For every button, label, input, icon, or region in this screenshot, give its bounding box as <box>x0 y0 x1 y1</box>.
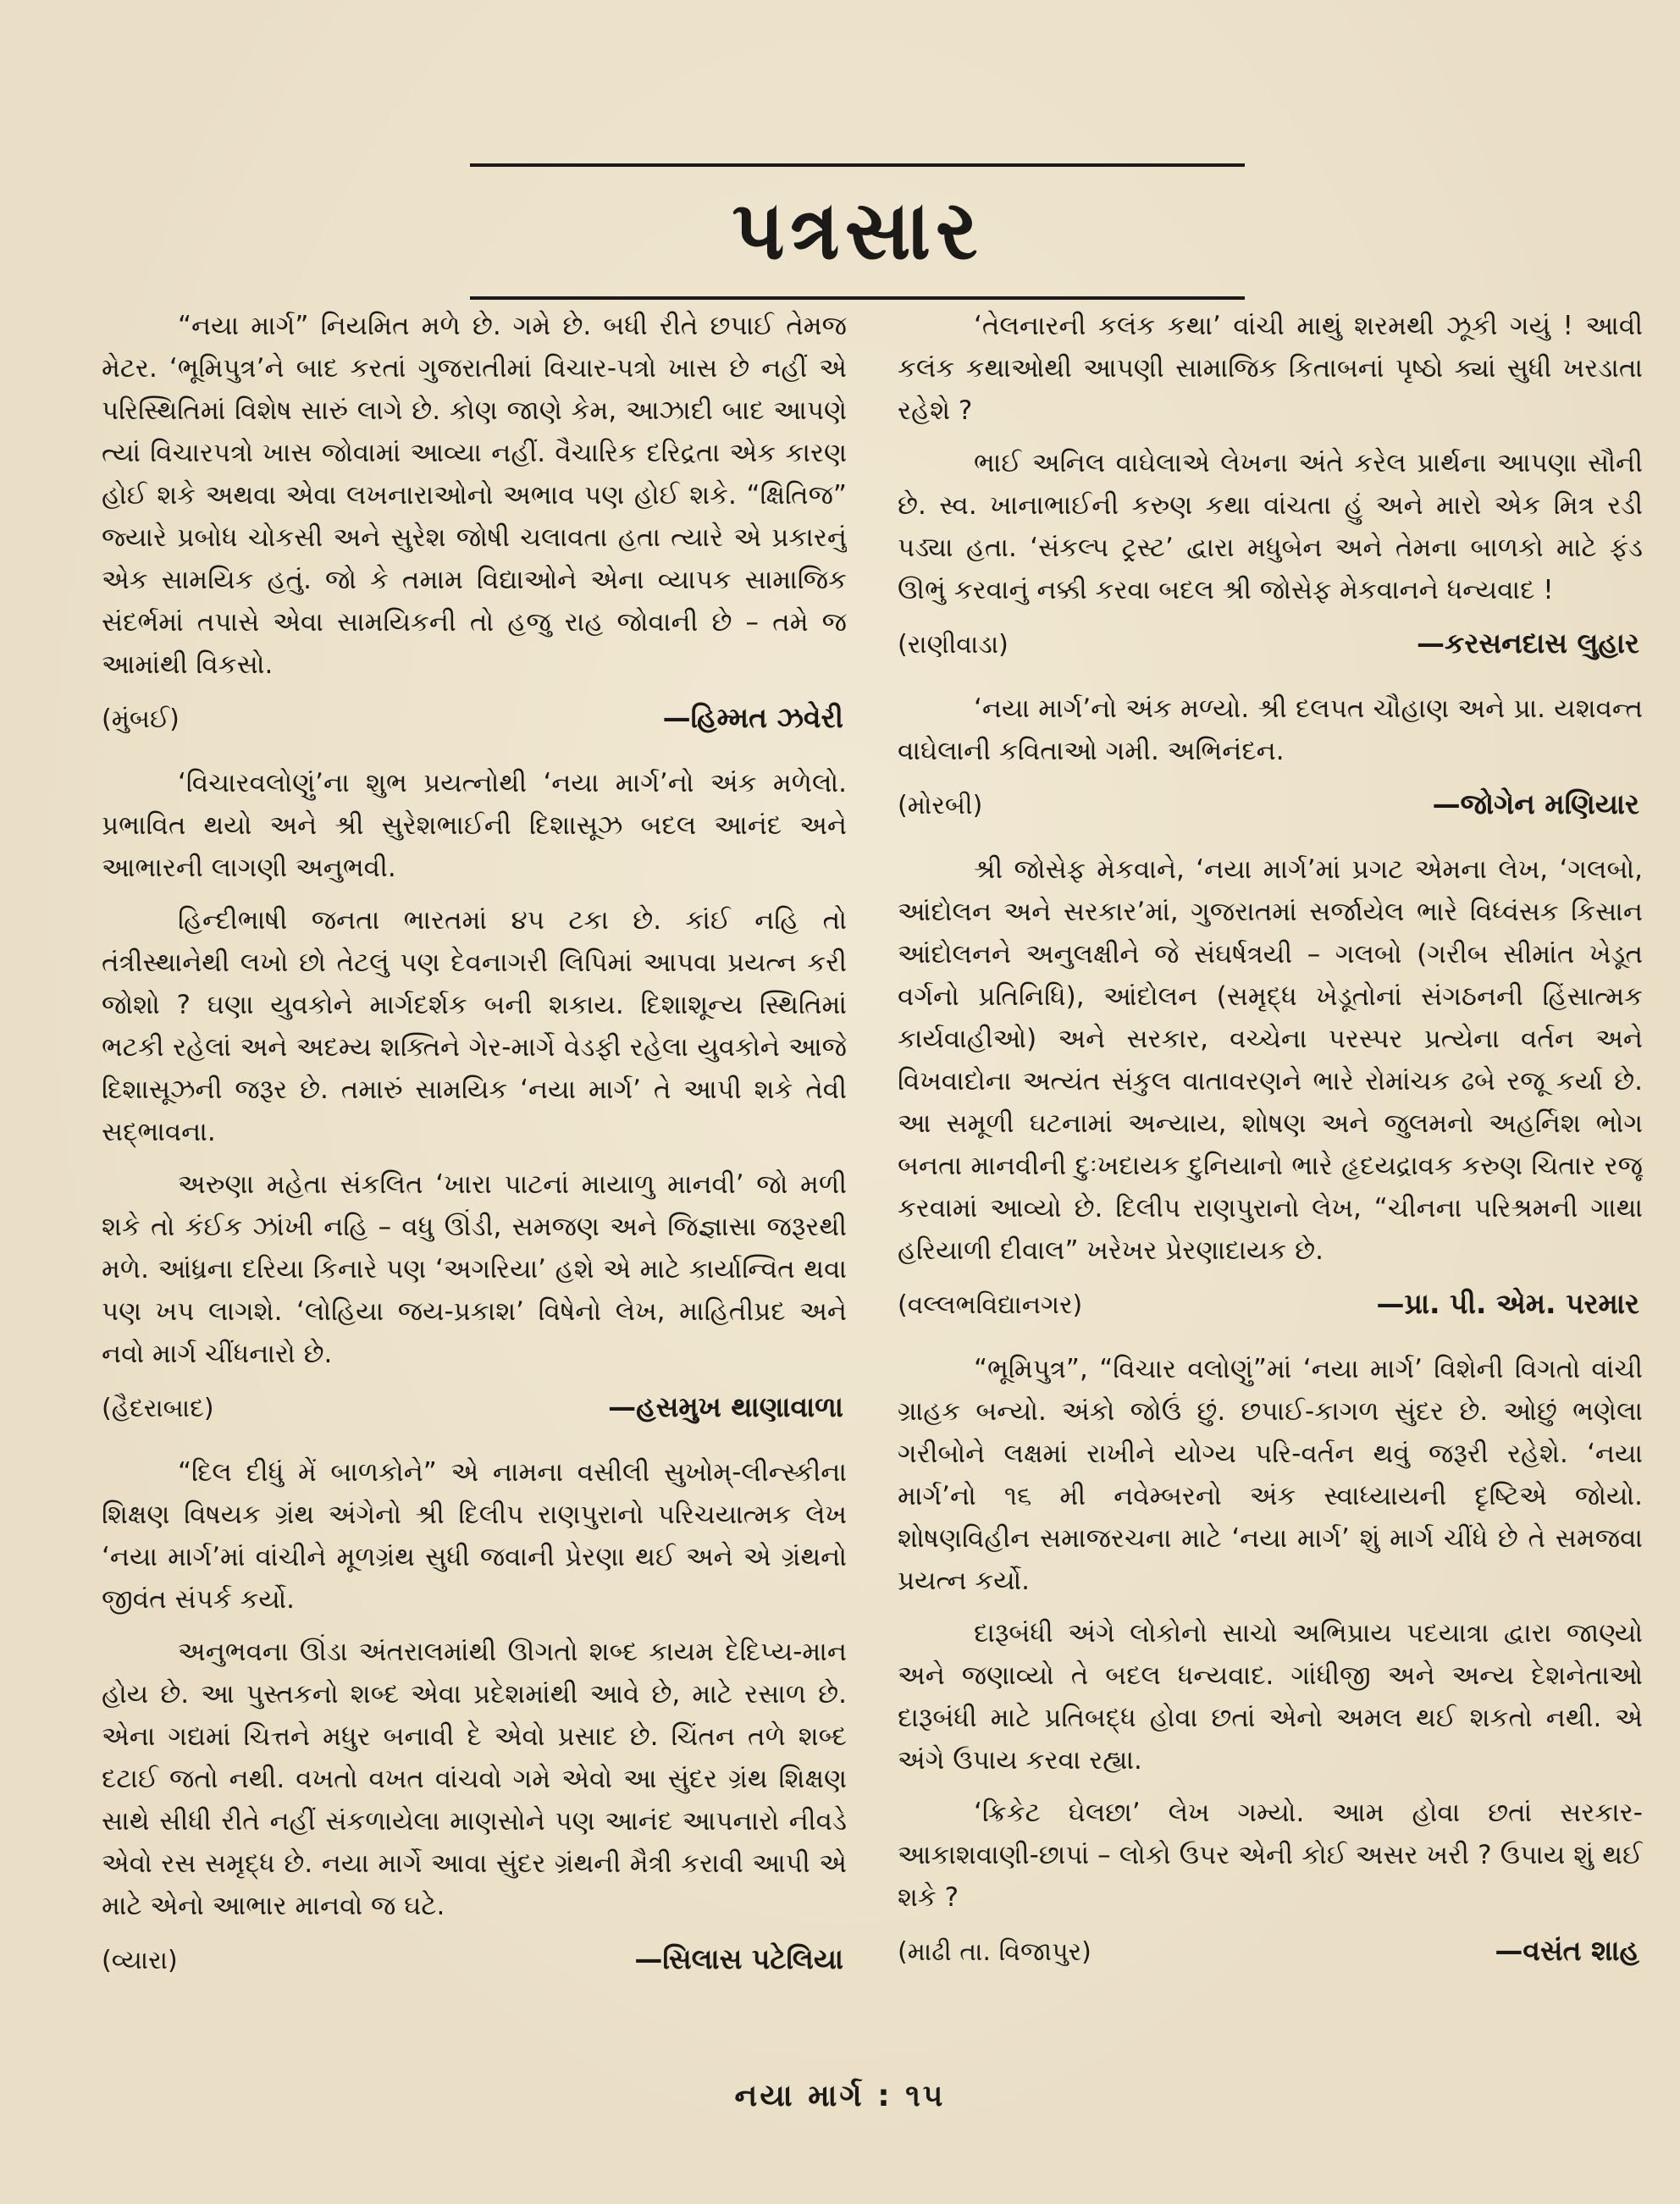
letter-paragraph: હિન્દીભાષી જનતા ભારતમાં ૪૫ ટકા છે. કાંઈ નહિ તો તંત્રીસ્થાનેથી લખો છો તેટલું પણ દેવનાગરી લિપિમાં આપવા પ્રયત્ન કરી જોશો ? ઘણા યુવકોને માર્ગદર્શક બની શકાય. દિશાશૂન્ય સ્થિતિમાં ભટકી રહેલાં અને અદમ્ય શક્તિને ગેર-માર્ગે વેડફી રહેલા યુવકોને આજે દિશાસૂઝની જરૂર છે. તમારું સામયિક ‘નયા માર્ગ’ તે આપી શકે તેવી સદ્ભાવના. <box>102 905 847 1147</box>
letter-author: —વસંત શાહ <box>1495 1934 1639 1967</box>
letter <box>898 688 1643 828</box>
right-column <box>898 305 1643 2015</box>
letter-paragraph: અરુણા મહેતા સંકલિત ‘ખારા પાટનાં માયાળુ માનવી’ જો મળી શકે તો કંઈક ઝાંખી નહિ – વધુ ઊંડી, સમજણ અને જિજ્ઞાસા જરૂરથી મળે. આંધ્રના દરિયા કિનારે પણ ‘અગરિયા’ હશે એ માટે કાર્યાન્વિત થવા પણ ખપ લાગશે. ‘લોહિયા જય-પ્રકાશ’ વિષેનો લેખ, માહિતીપ્રદ અને નવો માર્ગ ચીંધનારો છે. <box>102 1169 847 1369</box>
letter-paragraph: “દિલ દીધું મેં બાળકોને” એ નામના વસીલી સુખોમ્-લીન્સ્કીના શિક્ષણ વિષયક ગ્રંથ અંગેનો શ્રી દિલીપ રાણપુરાનો પરિચયાત્મક લેખ ‘નયા માર્ગ’માં વાંચીને મૂળગ્રંથ સુધી જવાની પ્રેરણા થઈ અને એ ગ્રંથનો જીવંત સંપર્ક કર્યો. <box>102 1457 847 1615</box>
letter-paragraph: શ્રી જોસેફ મેકવાને, ‘નયા માર્ગ’માં પ્રગટ એમના લેખ, ‘ગલબો, આંદોલન અને સરકાર’માં, ગુજરાતમાં સર્જાયેલ ભારે વિધ્વંસક કિસાન આંદોલનને અનુલક્ષીને જે સંઘર્ષત્રયી – ગલબો (ગરીબ સીમાંત ખેડૂત વર્ગનો પ્રતિનિધિ), આંદોલન (સમૃદ્ધ ખેડૂતોનાં સંગઠનની હિંસાત્મક કાર્યવાહીઓ) અને સરકાર, વચ્ચેના પરસ્પર પ્રત્યેના વર્તન અને વિખવાદોના અત્યંત સંકુલ વાતાવરણને ભારે રોમાંચક ઢબે રજૂ કર્યા છે. આ સમૂળી ઘટનામાં અન્યાય, શોષણ અને જુલમનો અહર્નિશ ભોગ બનતા માનવીની દુઃખદાયક દુનિયાનો ભારે હૃદયદ્રાવક કરુણ ચિતાર રજૂ કરવામાં આવ્યો છે. દિલીપ રાણપુરાનો લેખ, “ચીનના પરિશ્રમની ગાથા હરિયાળી દીવાલ” ખરેખર પ્રેરણાદાયક છે. <box>898 854 1643 1266</box>
letter <box>102 305 847 742</box>
letter-place: (માઢી તા. વિજાપુર) <box>898 1937 1091 1967</box>
letter-paragraph: ‘તેલનારની કલંક કથા’ વાંચી માથું શરમથી ઝૂકી ગયું ! આવી કલંક કથાઓથી આપણી સામાજિક કિતાબનાં પૃષ્ઠો ક્યાં સુધી ખરડાતા રહેશે ? <box>898 311 1643 426</box>
letter-paragraph: ‘ક્રિકેટ ઘેલછા’ લેખ ગમ્યો. આમ હોવા છતાં સરકાર-આકાશવાણી-છાપાં – લોકો ઉપર એની કોઈ અસર ખરી ? ઉપાય શું થઈ શકે ? <box>898 1798 1643 1913</box>
letter <box>898 305 1643 667</box>
letter-author: —જોગેન મણિયાર <box>1432 787 1639 820</box>
letter <box>898 848 1643 1328</box>
letter-signature <box>898 782 1643 828</box>
letter-paragraph: અનુભવના ઊંડા અંતરાલમાંથી ઊગતો શબ્દ કાયમ દેદિપ્ય-માન હોય છે. આ પુસ્તકનો શબ્દ એવા પ્રદેશમાંથી આવે છે, માટે રસાળ છે. એના ગદ્યમાં ચિત્તને મધુર બનાવી દે એવો પ્રસાદ છે. ચિંતન તળે શબ્દ દટાઈ જતો નથી. વખતો વખત વાંચવો ગમે એવો આ સુંદર ગ્રંથ શિક્ષણ સાથે સીધી રીતે નહીં સંકળાયેલા માણસોને પણ આનંદ આપનારો નીવડે એવો રસ સમૃદ્ધ છે. નયા માર્ગે આવા સુંદર ગ્રંથની મૈત્રી કરાવી આપી એ માટે એનો આભાર માનવો જ ઘટે. <box>102 1637 847 1921</box>
letter <box>102 762 847 1431</box>
page-footer: નયા માર્ગ : ૧૫ <box>734 2079 946 2113</box>
letter-paragraph: “નયા માર્ગ” નિયમિત મળે છે. ગમે છે. બધી રીતે છપાઈ તેમજ મેટર. ‘ભૂમિપુત્ર’ને બાદ કરતાં ગુજરાતીમાં વિચાર-પત્રો ખાસ છે નહીં એ પરિસ્થિતિમાં વિશેષ સારું લાગે છે. કોણ જાણે કેમ, આઝાદી બાદ આપણે ત્યાં વિચારપત્રો ખાસ જોવામાં આવ્યા નહીં. વૈચારિક દરિદ્રતા એક કારણ હોઈ શકે અથવા એવા લખનારાઓનો અભાવ પણ હોઈ શકે. “ક્ષિતિજ” જ્યારે પ્રબોધ ચોકસી અને સુરેશ જોષી ચલાવતા હતા ત્યારે એ પ્રકારનું એક સામયિક હતું. જો કે તમામ વિદ્યાઓને એના વ્યાપક સામાજિક સંદર્ભમાં તપાસે એવા સામયિકની તો હજુ રાહ જોવાની છે – તમે જ આમાંથી વિકસો. <box>102 311 847 680</box>
letter-signature <box>102 1937 847 1983</box>
letter-author: —પ્રા. પી. એમ. પરમાર <box>1376 1287 1639 1320</box>
letter-place: (વલ્લભવિદ્યાનગર) <box>898 1290 1083 1320</box>
letter-author: —કરસનદાસ લુહાર <box>1417 627 1639 660</box>
letter-paragraph: ‘નયા માર્ગ’નો અંક મળ્યો. શ્રી દલપત ચૌહાણ અને પ્રા. યશવન્ત વાઘેલાની કવિતાઓ ગમી. અભિનંદન. <box>898 693 1643 766</box>
page-title: પત્રસાર <box>732 183 983 278</box>
letter-paragraph: ‘વિચારવલોણું’ના શુભ પ્રયત્નોથી ‘નયા માર્ગ’નો અંક મળેલો. પ્રભાવિત થયો અને શ્રી સુરેશભાઈની દિશાસૂઝ બદલ આનંદ અને આભારની લાગણી અનુભવી. <box>102 768 847 883</box>
letter <box>898 1348 1643 1975</box>
letter <box>102 1451 847 1983</box>
letter-signature <box>102 696 847 742</box>
letter-place: (હૈદરાબાદ) <box>102 1394 214 1423</box>
letter-paragraph: દારૂબંધી અંગે લોકોનો સાચો અભિપ્રાય પદયાત્રા દ્વારા જાણ્યો અને જણાવ્યો તે બદલ ધન્યવાદ. ગાંધીજી અને અન્ય દેશનેતાઓ દારૂબંધી માટે પ્રતિબદ્ધ હોવા છતાં એનો અમલ થઈ શકતો નથી. એ અંગે ઉપાય કરવા રહ્યા. <box>898 1618 1643 1776</box>
letter-signature <box>898 621 1643 667</box>
title-rule-top <box>470 163 1245 167</box>
letter-paragraph: “ભૂમિપુત્ર”, “વિચાર વલોણું”માં ‘નયા માર્ગ’ વિશેની વિગતો વાંચી ગ્રાહક બન્યો. અંકો જોઉં છું. છપાઈ-કાગળ સુંદર છે. ઓછું ભણેલા ગરીબોને લક્ષમાં રાખીને યોગ્ય પરિ-વર્તન થવું જરૂરી રહેશે. ‘નયા માર્ગ’નો ૧૬ મી નવેમ્બરનો અંક સ્વાધ્યાયની દૃષ્ટિએ જોયો. શોષણવિહીન સમાજરચના માટે ‘નયા માર્ગ’ શું માર્ગ ચીંધે છે તે સમજવા પ્રયત્ન કર્યો. <box>898 1354 1643 1596</box>
letter-author: —હસમુખ થાણાવાળા <box>608 1390 843 1423</box>
letter-place: (મોરબી) <box>898 791 983 820</box>
title-rule-bottom <box>470 296 1245 300</box>
left-column <box>102 305 847 2015</box>
letter-place: (મુંબઈ) <box>102 704 180 734</box>
letter-signature <box>898 1929 1643 1975</box>
letter-author: —હિમ્મત ઝવેરી <box>662 701 843 734</box>
letter-signature <box>898 1282 1643 1328</box>
letter-signature <box>102 1385 847 1431</box>
letter-place: (રાણીવાડા) <box>898 630 1009 660</box>
letter-paragraph: ભાઈ અનિલ વાઘેલાએ લેખના અંતે કરેલ પ્રાર્થના આપણા સૌની છે. સ્વ. ખાનાભાઈની કરુણ કથા વાંચતા હું અને મારો એક મિત્ર રડી પડ્યા હતા. ‘સંકલ્પ ટ્રસ્ટ’ દ્વારા મધુબેન અને તેમના બાળકો માટે ફંડ ઊભું કરવાનું નક્કી કરવા બદલ શ્રી જોસેફ મેકવાનને ધન્યવાદ ! <box>898 448 1643 605</box>
letter-place: (વ્યારા) <box>102 1946 178 1975</box>
letter-author: —સિલાસ પટેલિયા <box>634 1942 843 1975</box>
